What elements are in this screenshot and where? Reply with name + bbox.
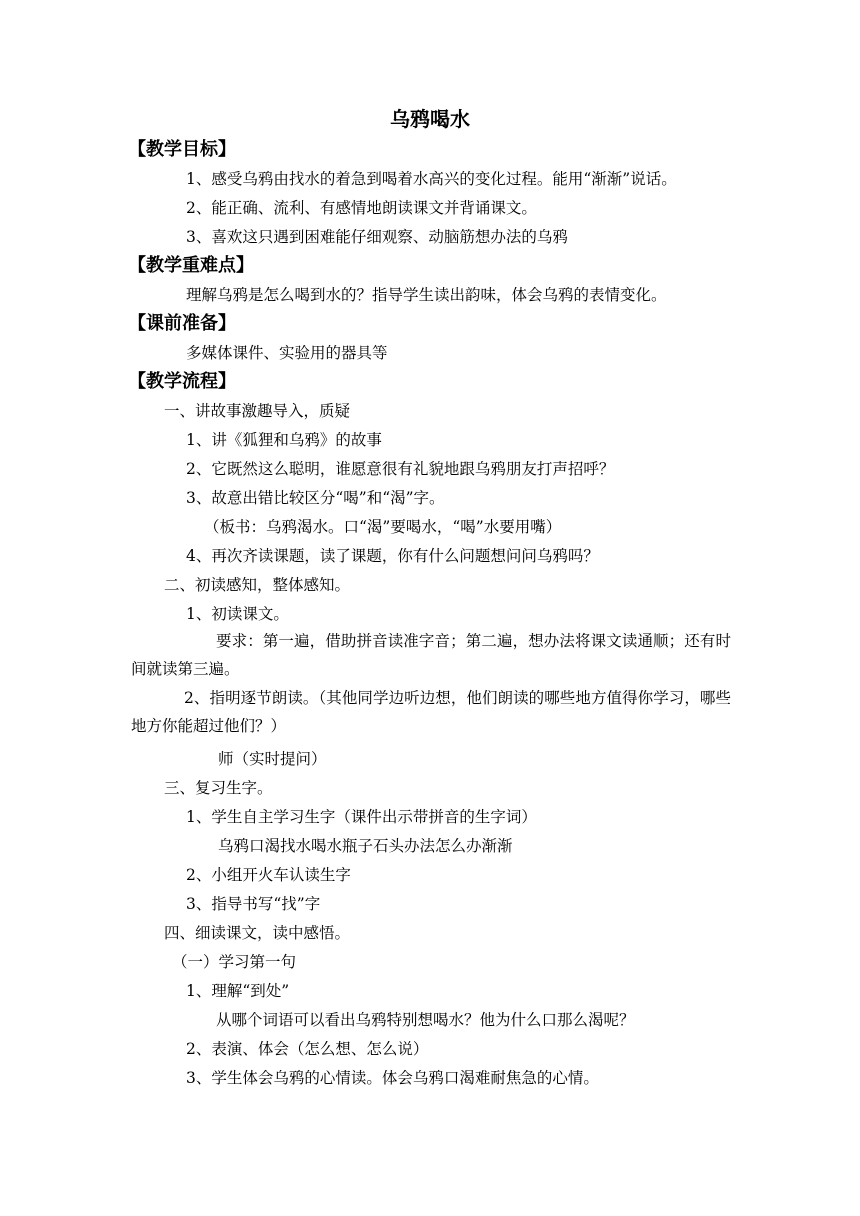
section-heading-preparation: 【课前准备】 [128, 313, 236, 334]
process-step: 师（实时提问） [218, 750, 327, 768]
process-step: 一、讲故事激趣导入，质疑 [164, 402, 351, 420]
process-step: 1、学生自主学习生字（课件出示带拼音的生字词） [186, 808, 537, 826]
process-step: 2、它既然这么聪明，谁愿意很有礼貌地跟乌鸦朋友打声招呼？ [186, 460, 615, 478]
objective-item: 3、喜欢这只遇到困难能仔细观察、动脑筋想办法的乌鸦 [186, 228, 568, 246]
process-step: 四、细读课文，读中感悟。 [164, 924, 351, 942]
document-title: 乌鸦喝水 [390, 107, 470, 131]
process-step: 3、故意出错比较区分“喝”和“渴”字。 [186, 489, 445, 507]
process-step: 3、指导书写“找”字 [186, 895, 321, 913]
process-step: 1、初读课文。 [186, 605, 289, 623]
objective-item: 2、能正确、流利、有感情地朗读课文并背诵课文。 [186, 199, 537, 217]
process-step: 2、表演、体会（怎么想、怎么说） [186, 1040, 429, 1058]
section-heading-process: 【教学流程】 [128, 371, 236, 392]
objective-item: 1、感受乌鸦由找水的着急到喝着水高兴的变化过程。能用“渐渐”说话。 [186, 170, 677, 188]
process-step: 从哪个词语可以看出乌鸦特别想喝水？他为什么口那么渴呢？ [216, 1011, 635, 1029]
section-heading-key-points: 【教学重难点】 [128, 255, 254, 276]
process-step: 要求：第一遍，借助拼音读准字音；第二遍，想办法将课文读通顺；还有时间就读第三遍。 [131, 632, 731, 678]
process-step: 1、理解“到处” [186, 982, 290, 1000]
key-points-text: 理解乌鸦是怎么喝到水的？指导学生读出韵味，体会乌鸦的表情变化。 [186, 286, 667, 304]
preparation-text: 多媒体课件、实验用的器具等 [186, 344, 388, 362]
section-heading-objectives: 【教学目标】 [128, 139, 236, 160]
process-step: 4、再次齐读课题，读了课题，你有什么问题想问问乌鸦吗？ [186, 547, 599, 565]
process-step: 二、初读感知，整体感知。 [164, 576, 351, 594]
process-step: 三、复习生字。 [164, 779, 273, 797]
process-step: 2、小组开火车认读生字 [186, 866, 351, 884]
process-step: 3、学生体会乌鸦的心情读。体会乌鸦口渴难耐焦急的心情。 [186, 1069, 599, 1087]
process-step: 乌鸦口渴找水喝水瓶子石头办法怎么办渐渐 [218, 837, 513, 855]
process-step: （板书：乌鸦渴水。口“渴”要喝水，“喝”水要用嘴） [204, 518, 562, 536]
process-step: （一）学习第一句 [172, 953, 297, 971]
process-step: 2、指明逐节朗读。（其他同学边听边想，他们朗读的哪些地方值得你学习，哪些地方你能超过他们？） [131, 689, 731, 735]
process-step: 1、讲《狐狸和乌鸦》的故事 [186, 431, 382, 449]
